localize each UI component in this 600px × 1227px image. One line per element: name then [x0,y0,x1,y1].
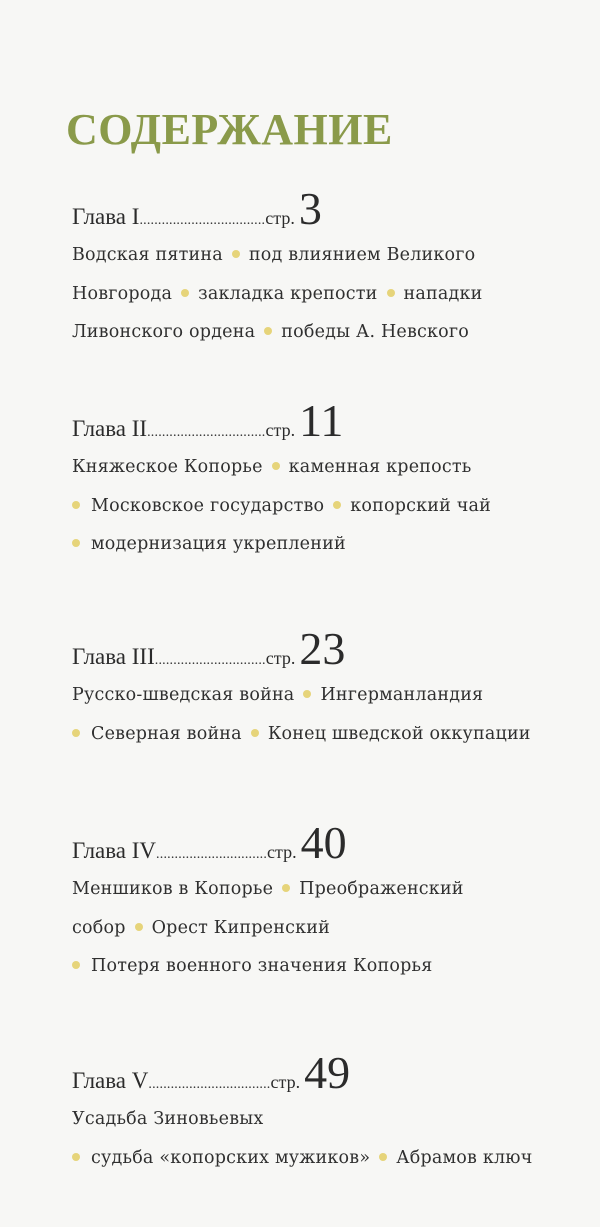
chapter-heading[interactable] [72,817,572,870]
bullet-icon [72,961,80,969]
topic: закладка крепости [198,283,378,304]
bullet-icon [135,923,143,931]
chapter-label: Глава V [72,1068,149,1093]
topic: Конец шведской оккупации [267,723,531,744]
leader-dots: .................................. [139,213,266,228]
page-number: 49 [304,1047,351,1098]
page-title: СОДЕРЖАНИЕ [66,105,393,154]
topic: копорский чай [350,495,492,516]
page-number: 23 [299,623,346,674]
bullet-icon [379,1153,387,1161]
topic: Новгорода [72,283,173,304]
bullet-icon [387,289,395,297]
chapter-label: Глава IV [72,838,157,863]
leader-dots: .............................. [156,847,268,862]
chapter-heading[interactable] [72,395,572,448]
topic: Ливонского ордена [72,322,256,342]
topic-line [72,275,572,314]
chapter-heading[interactable] [72,623,572,676]
chapter-label: Глава II [72,416,148,441]
chapter-4 [72,817,572,986]
topic-line [72,313,572,352]
chapter-1 [72,183,572,352]
page-prefix: стр. [265,208,295,228]
topic-line [72,870,572,909]
bullet-icon [282,884,290,892]
topic: модернизация укреплений [91,534,346,554]
topic: каменная крепость [288,457,472,477]
topic: Северная война [91,723,242,744]
topic-line [72,715,572,754]
topic: Московское государство [91,495,325,516]
topic-line [72,525,572,564]
chapter-heading[interactable] [72,1047,572,1100]
topic-line [72,487,572,526]
page-prefix: стр. [265,420,296,440]
bullet-icon [72,501,80,509]
bullet-icon [181,289,189,297]
topic: Абрамов ключ [396,1147,533,1168]
topic: Ингерманландия [320,685,484,705]
chapter-2 [72,395,572,564]
chapter-3 [72,623,572,753]
topic: собор [72,917,126,938]
topic: нападки [403,283,483,304]
page-prefix: стр. [265,648,296,668]
topic-line [72,448,572,487]
leader-dots: ................................. [148,1077,271,1092]
bullet-icon [333,501,341,509]
topic: Княжеское Копорье [72,457,263,477]
chapter-heading[interactable] [72,183,572,236]
page-number: 3 [298,183,322,234]
leader-dots: .............................. [154,653,266,668]
page-prefix: стр. [267,842,297,862]
topic: Усадьба Зиновьевых [72,1109,264,1129]
topic-line [72,1100,572,1139]
topic: Меншиков в Копорье [72,879,274,899]
chapter-label: Глава III [72,644,155,669]
bullet-icon [272,462,280,470]
bullet-icon [251,729,259,737]
chapter-label: Глава I [72,204,140,229]
bullet-icon [264,327,272,335]
topic: Русско-шведская война [72,685,295,705]
topic-line [72,236,572,275]
topic: Преображенский [299,879,464,899]
topic-line [72,947,572,986]
topic-line [72,1139,572,1178]
topic-line [72,676,572,715]
topic: Водская пятина [72,245,223,265]
bullet-icon [232,250,240,258]
topic: Орест Кипренский [151,917,330,938]
bullet-icon [303,690,311,698]
topic: судьба «копорских мужиков» [91,1147,371,1168]
topic-line [72,909,572,948]
bullet-icon [72,539,80,547]
leader-dots: ................................ [147,425,266,440]
page-number: 11 [299,395,344,446]
topic: победы А. Невского [281,322,470,342]
bullet-icon [72,1153,80,1161]
bullet-icon [72,729,80,737]
chapter-5 [72,1047,572,1177]
page-prefix: стр. [270,1072,301,1092]
topic: Потеря военного значения Копорья [91,956,433,976]
page-number: 40 [300,817,347,868]
topic: под влиянием Великого [248,245,476,265]
